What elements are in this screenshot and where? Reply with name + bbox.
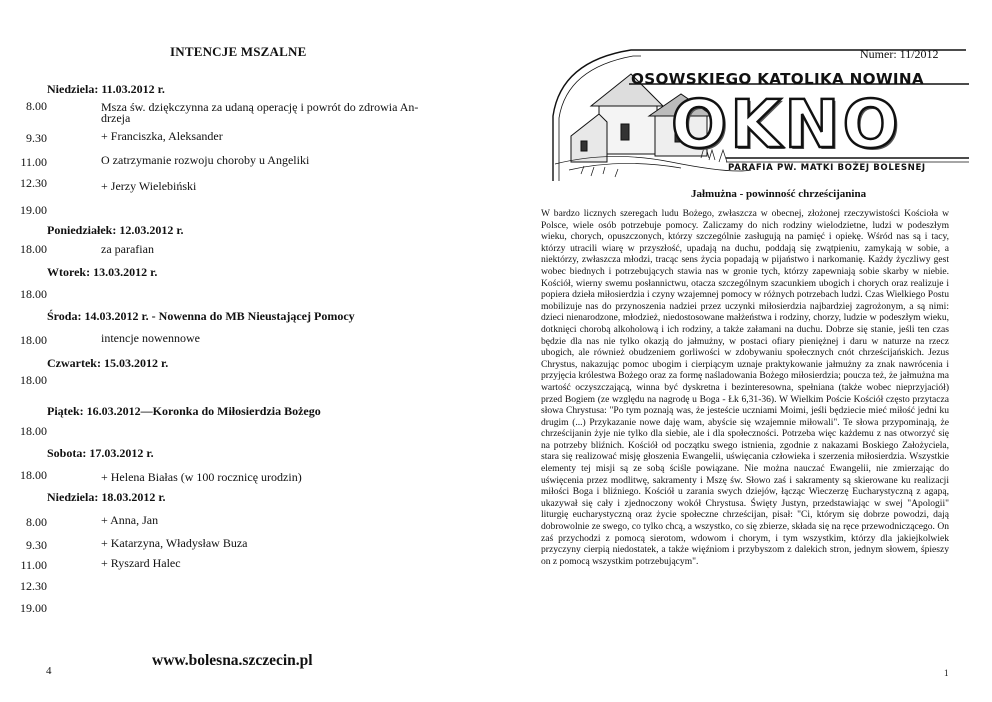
right-page [496,0,992,702]
mass-intention: drzeja [101,111,131,125]
day-heading: Środa: 14.03.2012 r. - Nowenna do MB Nieustającej Pomocy [47,309,355,323]
mass-time: 12.30 [20,176,47,190]
mass-time: 18.00 [20,287,47,301]
mass-time: 18.00 [20,373,47,387]
mass-time: 18.00 [20,333,47,347]
page-number: 4 [46,665,52,677]
day-heading: Sobota: 17.03.2012 r. [47,446,154,460]
mass-time: 18.00 [20,424,47,438]
mass-time: 19.00 [20,601,47,615]
article-title: Jałmużna - powinność chrześcijanina [691,188,867,200]
page-number: 1 [944,668,949,678]
day-heading: Poniedziałek: 12.03.2012 r. [47,223,184,237]
mass-time: 9.30 [26,538,47,552]
mass-time: 8.00 [26,515,47,529]
masthead-title: OKNO [671,86,902,163]
day-heading: Wtorek: 13.03.2012 r. [47,265,158,279]
website-link[interactable]: www.bolesna.szczecin.pl [152,652,313,669]
mass-time: 12.30 [20,579,47,593]
mass-time: 19.00 [20,203,47,217]
mass-time: 18.00 [20,468,47,482]
day-heading: Niedziela: 11.03.2012 r. [47,82,165,96]
page-title: INTENCJE MSZALNE [170,44,307,59]
mass-time: 8.00 [26,99,47,113]
mass-intention: + Franciszka, Aleksander [101,129,223,143]
parish-name: PARAFIA PW. MATKI BOŻEJ BOLESNEJ [728,163,926,173]
mass-time: 18.00 [20,242,47,256]
mass-intention: + Ryszard Halec [101,556,181,570]
mass-intention: + Anna, Jan [101,513,159,527]
mass-intention: intencje nowennowe [101,331,200,345]
issue-number: Numer: 11/2012 [860,47,939,61]
day-heading: Czwartek: 15.03.2012 r. [47,356,169,370]
mass-intention: za parafian [101,242,154,256]
article-body: W bardzo licznych szeregach ludu Bożego, zwłaszcza w obecnej, złożonej rzeczywistości Kościoła w Polsce, wiele osób potrzebuje pomocy. Zaliczamy do nich rodziny wielodzietne, ludzi w podeszłym wieku, chorych, opuszczonych, którzy szczególnie zasługują na pamięć i opiekę. Wśród nas są i tacy, którzy utracili wiarę w przyszłość, upadają na duchu, poddają się zwątpieniu, zamykają w sobie, a niektórzy, zwłaszcza młodzi, tracąc sens życia popadają w pijaństwo i narkomanię. Każdy życzliwy gest wobec biednych i potrzebujących stawia nas w gronie tych, którzy zapewniają sobie skarby w niebie. Kościół, wierny swemu posłannictwu, otacza szczególnym szacunkiem ubogich i chorych oraz realizuje i popiera dzieła miłosierdzia i czyny wzajemnej pomocy w różnych potrzebach ludzi. Czas Wielkiego Postu mobilizuje nas do przynoszenia nadziei przez uczynki miłosierdzia najbardziej zagrożonym, a są nimi: dzieci nienarodzone, młodzież, niedostosowane małżeństwa i rodziny, chorzy, ludzie w podeszłym wieku, dotknięci chorobą alkoholową i ich rodziny, a także załamani na duchu. Dobrze się stanie, jeśli ten czas będzie dla nas nie tylko okazją do jałmużny, w postaci ofiary pieniężnej i daru w naturze na rzecz ubogich, ale również obudzeniem gorliwości w zdobywaniu społecznych cnót chrześcijańskich. Jezus Chrystus, nakazując pomoc ubogim i cierpiącym uznaje praktykowanie jałmużny za znak nawrócenia i przyjęcia królestwa Bożego oraz za formę naśladowania Bożego miłosierdzia; poucza też, że jałmużna ma wartość oczyszczającą, winna być dyskretna i bezinteresowna, spełniana (także wobec nieprzyjaciół) przed Bogiem (ze względu na nagrodę u Boga - Łk 6,31-36). W Wielkim Poście Kościół często przytacza słowa Chrystusa: "Po tym poznają was, że jesteście uczniami Moimi, jeśli będziecie mieć miłość jedni ku drugim (...) Przykazanie nowe daję wam, abyście się wzajemnie miłowali". Te słowa przypominają, że chrześcijanin żyje nie tylko dla siebie, ale i dla społeczności. Potrzeba więc każdemu z nas otworzyć się na potrzeby bliźnich. Kościół od początku swego istnienia, zgodnie z nakazami Boskiego Założyciela, stara się realizować misję głoszenia Ewangelii, uświęcania człowieka i szerzenia miłosierdzia. Wszystkie elementy tej misji są ze sobą ściśle powiązane. Nie można nauczać Ewangelii, nie zmierzając do uświęcenia przez modlitwę, sakramenty i Mszę św. Słowo zaś i sakramenty są skierowane ku realizacji miłości Boga i bliźniego. Kościół u zarania swych dziejów, łącząc Wieczerzę Eucharystyczną z agapą, ukazywał się cały i zjednoczony wokół Chrystusa. Święty Justyn, przedstawiając w swej "Apologii" liturgię eucharystyczną oraz życie społeczne chrześcijan, pisał: "Ci, którym się dobrze powodzi, dają dobrowolnie ze swego, co tylko chcą, a wszystko, co się zbierze, składa się na ręce przewodniczącego. On zaś przychodzi z pomocą sierotom, wdowom i chorym, i tym wszystkim, którzy dla jakiejkolwiek przyczyny cierpią niedostatek, a także więźniom i przybyszom z dalekich stron, jednym słowem, śpieszy on z pomocą wszystkim potrzebującym". [541,208,949,567]
mass-intention: + Jerzy Wielebiński [101,179,197,193]
mass-intention: O zatrzymanie rozwoju choroby u Angeliki [101,153,310,167]
day-heading: Niedziela: 18.03.2012 r. [47,490,166,504]
mass-time: 11.00 [20,155,47,169]
day-heading: Piątek: 16.03.2012—Koronka do Miłosierdzia Bożego [47,404,321,418]
mass-intention: Msza św. dziękczynna za udaną operację i powrót do zdrowia An- [101,100,419,114]
mass-intention: + Katarzyna, Władysław Buza [101,536,248,550]
masthead-subtitle: OSOWSKIEGO KATOLIKA NOWINA [631,70,924,88]
mass-time: 11.00 [20,558,47,572]
mass-time: 9.30 [26,131,47,145]
mass-intention: + Helena Białas (w 100 rocznicę urodzin) [101,470,302,484]
